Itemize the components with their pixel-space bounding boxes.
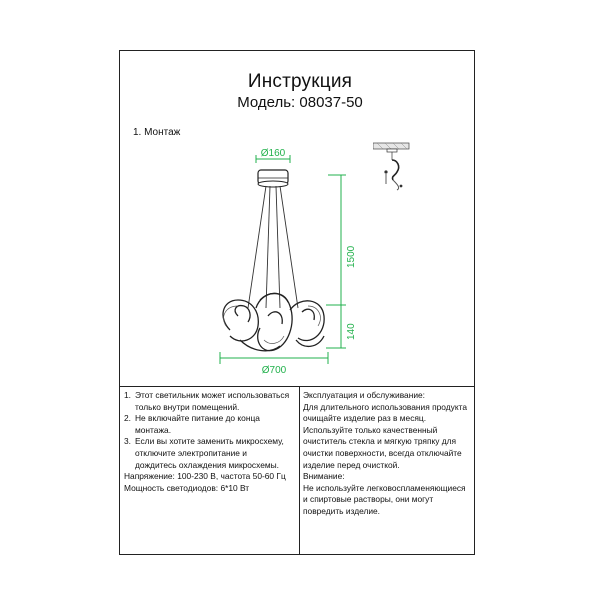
note-line: только внутри помещений. bbox=[135, 401, 240, 412]
note-line: Не включайте питание до конца bbox=[135, 413, 260, 424]
warning-heading: Внимание: bbox=[303, 471, 345, 482]
warning-line: повредить изделие. bbox=[303, 505, 381, 516]
note-line: отключите электропитание и bbox=[135, 447, 247, 458]
spec-voltage: Напряжение: 100-230 В, частота 50-60 Гц bbox=[124, 471, 286, 482]
note-item-1 bbox=[124, 390, 298, 413]
swirl-body bbox=[223, 293, 324, 350]
canopy-diameter-dimension bbox=[256, 148, 290, 163]
warning-line: Не используйте легковоспламеняющиеся bbox=[303, 482, 466, 493]
note-line: монтажа. bbox=[135, 424, 172, 435]
body-diameter-dimension bbox=[220, 352, 328, 364]
warning-line: и спиртовые растворы, они могут bbox=[303, 494, 434, 505]
note-number: 2. bbox=[124, 413, 131, 424]
page-title: Инструкция bbox=[247, 71, 353, 92]
note-number: 3. bbox=[124, 436, 131, 447]
body-diameter-label: Ø700 bbox=[261, 365, 287, 376]
table-top-border bbox=[119, 386, 475, 387]
maintenance-line: Используйте только качественный bbox=[303, 424, 438, 435]
section-mounting-label: 1. Монтаж bbox=[133, 127, 181, 138]
note-item-3 bbox=[124, 436, 298, 471]
canopy-diameter-label: Ø160 bbox=[260, 148, 286, 159]
mounting-mini-illustration bbox=[373, 142, 411, 192]
maintenance-line: очистки поверхности, всегда отключайте bbox=[303, 447, 462, 458]
overall-height-label: 1500 bbox=[346, 245, 357, 268]
spec-led-power: Мощность светодиодов: 6*10 Вт bbox=[124, 482, 250, 493]
note-line: Этот светильник может использоваться bbox=[135, 390, 290, 400]
maintenance-line: Для длительного использования продукта bbox=[303, 401, 467, 412]
suspension-cables bbox=[248, 186, 298, 308]
maintenance-line: изделие перед очисткой. bbox=[303, 459, 400, 470]
right-column-maintenance bbox=[303, 390, 473, 518]
maintenance-line: очиститель стекла и мягкую тряпку для bbox=[303, 436, 457, 447]
maintenance-heading: Эксплуатация и обслуживание: bbox=[303, 390, 425, 400]
note-item-2 bbox=[124, 413, 298, 436]
note-number: 1. bbox=[124, 390, 131, 400]
canopy bbox=[258, 170, 288, 187]
note-line: Если вы хотите заменить микросхему, bbox=[135, 436, 284, 447]
model-subtitle: Модель: 08037-50 bbox=[237, 94, 363, 111]
maintenance-line: очищайте изделие раз в месяц. bbox=[303, 413, 427, 424]
swirl-body-inner bbox=[224, 306, 321, 343]
chandelier-drawing bbox=[200, 140, 370, 380]
left-column-notes bbox=[124, 390, 298, 494]
body-height-label: 140 bbox=[346, 323, 357, 340]
table-column-divider bbox=[299, 386, 300, 555]
note-line: дождитесь охлаждения микросхемы. bbox=[135, 459, 279, 470]
height-dimension bbox=[326, 175, 346, 348]
